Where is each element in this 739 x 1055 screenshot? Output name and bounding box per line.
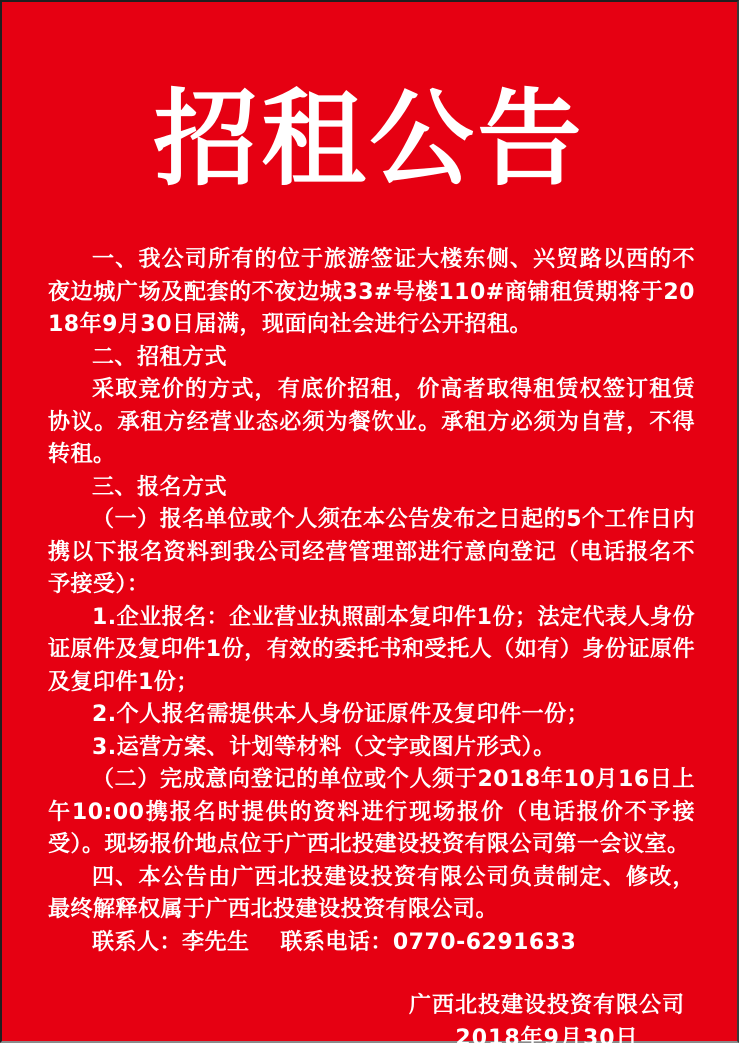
notice-list-item-3: 3.运营方案、计划等材料（文字或图片形式）。 bbox=[92, 734, 556, 760]
notice-list-item-2: 2.个人报名需提供本人身份证原件及复印件一份； bbox=[92, 702, 590, 727]
notice-list-item-1: 1.企业报名：企业营业执照副本复印件1份；法定代表人身份证原件及复印件1份，有效的委托书和受托人（如有）身份证原件及复印件1份； bbox=[48, 604, 695, 695]
contact-phone-label: 联系电话： bbox=[280, 929, 393, 955]
section-heading-2: 二、招租方式 bbox=[92, 344, 228, 370]
contact-phone-number: 0770-6291633 bbox=[392, 929, 577, 955]
section-heading-3: 三、报名方式 bbox=[92, 474, 228, 500]
notice-paragraph: （一）报名单位或个人须在本公告发布之日起的5个工作日内携以下报名资料到我公司经营管理部进行意向登记（电话报名不予接受）： bbox=[48, 507, 695, 597]
contact-person-label: 联系人： bbox=[92, 929, 183, 955]
notice-paragraph: 一、我公司所有的位于旅游签证大楼东侧、兴贸路以西的不夜边城广场及配套的不夜边城33#号楼110#商铺租赁期将于2018年9月30日届满，现面向社会进行公开招租。 bbox=[48, 247, 695, 337]
signature-date: 2018年9月30日 bbox=[455, 1026, 639, 1051]
announcement-body bbox=[2, 244, 737, 959]
notice-paragraph: 四、本公告由广西北投建设投资有限公司负责制定、修改，最终解释权属于广西北投建设投资有限公司。 bbox=[48, 864, 695, 922]
page-title: 招租公告 bbox=[153, 77, 586, 200]
notice-paragraph: （二）完成意向登记的单位或个人须于2018年10月16日上午10:00携报名时提供的资料进行现场报价（电话报价不予接受）。现场报价地点位于广西北投建设投资有限公司第一会议室。 bbox=[48, 767, 695, 857]
signature-inner bbox=[409, 989, 685, 1055]
signature-company: 广西北投建设投资有限公司 bbox=[408, 993, 685, 1018]
notice-paragraph: 采取竞价的方式，有底价招租，价高者取得租赁权签订租赁协议。承租方经营业态必须为餐饮业。承租方必须为自营，不得转租。 bbox=[48, 377, 695, 467]
contact-line bbox=[48, 927, 695, 960]
contact-person-name: 李先生 bbox=[182, 929, 250, 955]
signature-block bbox=[2, 989, 737, 1055]
